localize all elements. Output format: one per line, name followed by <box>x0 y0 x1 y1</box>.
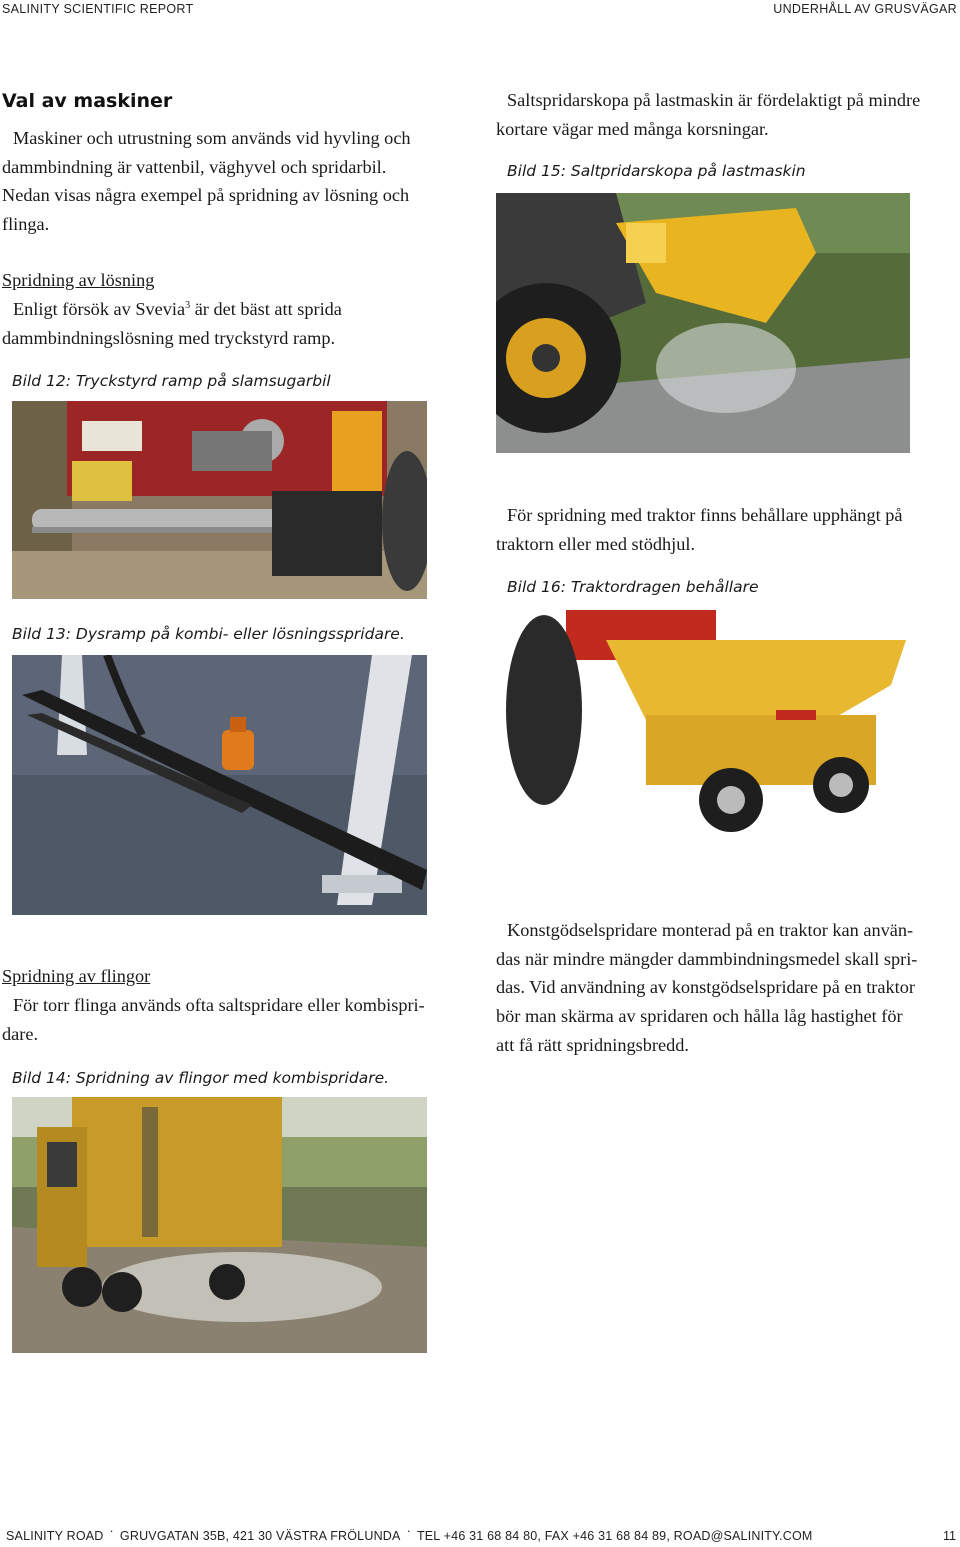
caption-bild-13: Bild 13: Dysramp på kombi- eller lösningsspridare. <box>12 625 405 643</box>
footer-separator: · <box>406 1524 411 1538</box>
caption-bild-15: Bild 15: Saltpridarskopa på lastmaskin <box>507 162 806 180</box>
photo-traktordragen-behallare <box>506 610 911 842</box>
caption-bild-14: Bild 14: Spridning av flingor med kombispridare. <box>12 1069 390 1087</box>
page-number: 11 <box>943 1529 956 1543</box>
header-section-title: UNDERHÅLL AV GRUSVÄGAR <box>773 2 957 16</box>
losning-paragraph: Enligt försök av Svevia$^3$ är det bäst att sprida dammbindningslösning med tryckstyrd ramp. <box>2 299 342 348</box>
footer-phone-email: TEL +46 31 68 84 80, FAX +46 31 68 84 89, ROAD@SALINITY.COM <box>416 1529 813 1543</box>
photo-kombispridare <box>12 1097 427 1353</box>
intro-paragraph: Maskiner och utrustning som används vid hyvling och dammbindning är vattenbil, väghyvel och spridarbil. Nedan visas några exempel på spridning av lösning och flinga. <box>2 128 411 235</box>
caption-bild-12: Bild 12: Tryckstyrd ramp på slamsugarbil <box>12 372 331 390</box>
p2-paragraph: För spridning med traktor finns behållare upphängt på traktorn eller med stödhjul. <box>496 505 903 554</box>
subheading-spridning-av-losning: Spridning av lösning <box>2 270 155 290</box>
footer-contact <box>6 1524 813 1543</box>
flingor-paragraph: För torr flinga används ofta saltspridare eller kombispri- dare. <box>2 995 425 1044</box>
photo-saltspridarskopa <box>496 193 910 453</box>
footer-separator: · <box>109 1524 114 1538</box>
footer-address: GRUVGATAN 35B, 421 30 VÄSTRA FRÖLUNDA <box>119 1529 401 1543</box>
footer-company: SALINITY ROAD <box>6 1529 104 1543</box>
p1-paragraph: Saltspridarskopa på lastmaskin är fördelaktigt på mindre kortare vägar med många korsningar. <box>496 90 921 139</box>
photo-dysramp <box>12 655 427 915</box>
heading-val-av-maskiner: Val av maskiner <box>2 90 173 112</box>
caption-bild-16: Bild 16: Traktordragen behållare <box>507 578 759 596</box>
subheading-spridning-av-flingor: Spridning av flingor <box>2 966 151 986</box>
p3-paragraph: Konstgödselspridare monterad på en traktor kan använ- das när mindre mängder dammbindningsmedel skall spri- das. Vid användning av konstgödselspridare på en traktor bör man skärma av spridaren och hålla låg hastighet för att få rätt spridningsbredd. <box>496 920 918 1055</box>
header-report-title: SALINITY SCIENTIFIC REPORT <box>2 2 194 16</box>
photo-tryckstyrd-ramp <box>12 401 427 599</box>
